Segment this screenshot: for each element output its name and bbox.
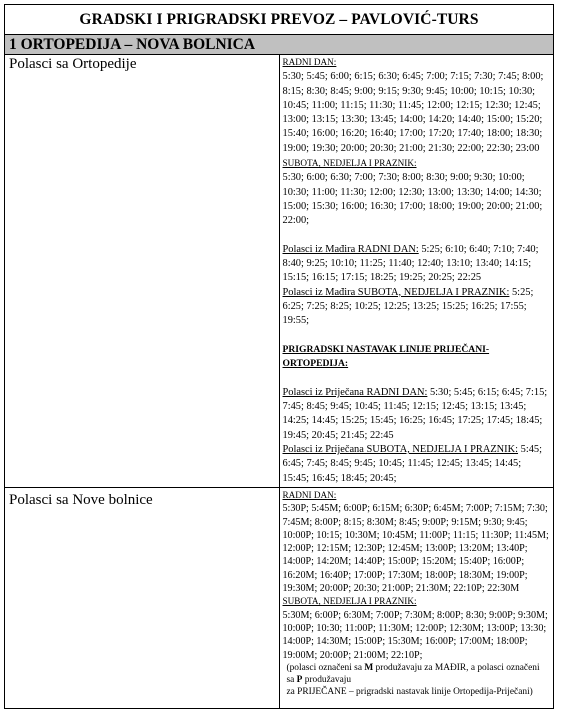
nb-weekday-heading: RADNI DAN: xyxy=(282,490,337,500)
departures-nova-bolnica-label: Polasci sa Nove bolnice xyxy=(5,488,280,709)
nb-weekend-times: 5:30M; 6:00P; 6:30M; 7:00P; 7:30M; 8:00P; 8:30; 9:00P; 9:30M; 10:00P; 10:30; 11:00P; 11:30M; 12:00P; 12:30M; 13:00P; 13:30; 14:00P; 14:30M; 15:00P; 15:30M; 16:00P; 17:00M; 18:00P; 19:00M; 20:00P; 21:00M; 22:10P; xyxy=(282,609,548,661)
note-text: produžavaju xyxy=(302,674,352,685)
departures-nova-bolnica-content xyxy=(279,488,554,709)
prijecani-weekend-heading: Polasci iz Priječana SUBOTA, NEDJELJA I PRAZNIK: xyxy=(282,444,519,456)
weekday-times: 5:30; 5:45; 6:00; 6:15; 6:30; 6:45; 7:00; 7:15; 7:30; 7:45; 8:00; 8:15; 8:30; 8:45; 9:00; 9:15; 9:30; 9:45; 10:00; 10:15; 10:30; 10:45; 11:00; 11:15; 11:30; 11:45; 12:00; 12:15; 12:30; 12:45; 13:00; 13:15; 13:30; 13:45; 14:00; 14:20; 14:40; 15:00; 15:20; 15:40; 16:00; 16:20; 16:40; 17:00; 17:20; 17:40; 18:00; 18:30; 19:00; 19:30; 20:00; 20:30; 21:00; 21:30; 22:00; 22:30; 23:00 xyxy=(282,71,544,154)
prijecani-weekday-heading: Polasci iz Priječana RADNI DAN: xyxy=(282,386,428,398)
page-title: GRADSKI I PRIGRADSKI PREVOZ – PAVLOVIĆ-TURS xyxy=(5,5,554,35)
weekend-times: 5:30; 6:00; 6:30; 7:00; 7:30; 8:00; 8:30; 9:00; 9:30; 10:00; 10:30; 11:00; 11:30; 12:00; 12:30; 13:00; 13:30; 14:00; 14:30; 15:00; 15:30; 16:00; 16:30; 17:00; 18:00; 19:00; 20:00; 21:00; 22:00; xyxy=(282,172,543,227)
line-title: 1 ORTOPEDIJA – NOVA BOLNICA xyxy=(5,35,554,55)
nb-weekday-times: 5:30P; 5:45M; 6:00P; 6:15M; 6:30P; 6:45M; 7:00P; 7:15M; 7:30; 7:45M; 8:00P; 8:15; 8:30M; 8:45; 9:00P; 9:15M; 9:30; 9:45; 10:00P; 10:15; 10:30M; 10:45M; 11:00P; 11:15; 11:30P; 11:45M; 12:00P; 12:15M; 12:30P; 12:45M; 13:00P; 13:20M; 13:40P; 14:00P; 14:20M; 14:40P; 15:00P; 15:20M; 15:40P; 16:00P; 16:20M; 16:40P; 17:00P; 17:30M; 18:00P; 18:30M; 19:00P; 19:30M; 20:00P; 20:30; 21:00P; 21:30M; 22:10P; 22:30M xyxy=(282,503,549,595)
nb-weekend-heading: SUBOTA, NEDJELJA I PRAZNIK: xyxy=(282,596,417,607)
weekday-heading: RADNI DAN: xyxy=(282,57,337,67)
note-text: produžavaju za MAĐIR, a polasci označeni sa xyxy=(286,662,540,685)
weekend-heading: SUBOTA, NEDJELJA I PRAZNIK: xyxy=(282,158,417,169)
prijecani-weekday-block xyxy=(283,386,550,443)
route-extension-note xyxy=(283,662,550,698)
prijecani-weekend-block xyxy=(283,443,550,486)
prijecani-weekday-times: 5:30; 5:45; 6:15; 6:45; 7:15; 7:45; 8:45; 9:45; 10:45; 11:45; 12:15; 12:45; 13:15; 13:45; 14:25; 14:45; 15:25; 15:45; 16:25; 16:45; 17:25; 17:45; 18:45; 19:45; 20:45; 21:45; 22:45 xyxy=(282,386,548,441)
note-p-marker: P xyxy=(296,674,303,685)
departures-ortopedija-label: Polasci sa Ortopedije xyxy=(5,55,280,488)
suburban-heading: PRIGRADSKI NASTAVAK LINIJE PRIJEČANI-ORTOPEDIJA: xyxy=(282,343,490,370)
note-text: (polasci označeni sa xyxy=(286,662,365,673)
madjir-weekday-heading: Polasci iz Mađira RADNI DAN: xyxy=(282,243,419,255)
madjir-weekday-block xyxy=(283,243,550,286)
timetable xyxy=(4,4,554,709)
madjir-weekday-times: 5:25; 6:10; 6:40; 7:10; 7:40; 8:40; 9:25; 10:10; 11:25; 11:40; 12:40; 13:10; 13:40; 14:15; 15:15; 16:15; 17:15; 18:25; 19:25; 20:25; 22:25 xyxy=(282,243,539,284)
madjir-weekend-block xyxy=(283,286,550,329)
madjir-weekend-heading: Polasci iz Mađira SUBOTA, NEDJELJA I PRAZNIK: xyxy=(282,286,510,298)
note-text-line2: za PRIJEČANE – prigradski nastavak linije Ortopedija-Priječani) xyxy=(286,686,533,697)
note-m-marker: M xyxy=(364,662,374,673)
prijecani-weekend-times: 5:45; 6:45; 7:45; 8:45; 9:45; 10:45; 11:45; 12:45; 13:45; 14:45; 15:45; 16:45; 18:45; 20:45; xyxy=(282,444,542,484)
departures-ortopedija-content xyxy=(279,55,554,488)
madjir-weekend-times: 5:25; 6:25; 7:25; 8:25; 10:25; 12:25; 13:25; 15:25; 16:25; 17:55; 19:55; xyxy=(282,286,534,327)
